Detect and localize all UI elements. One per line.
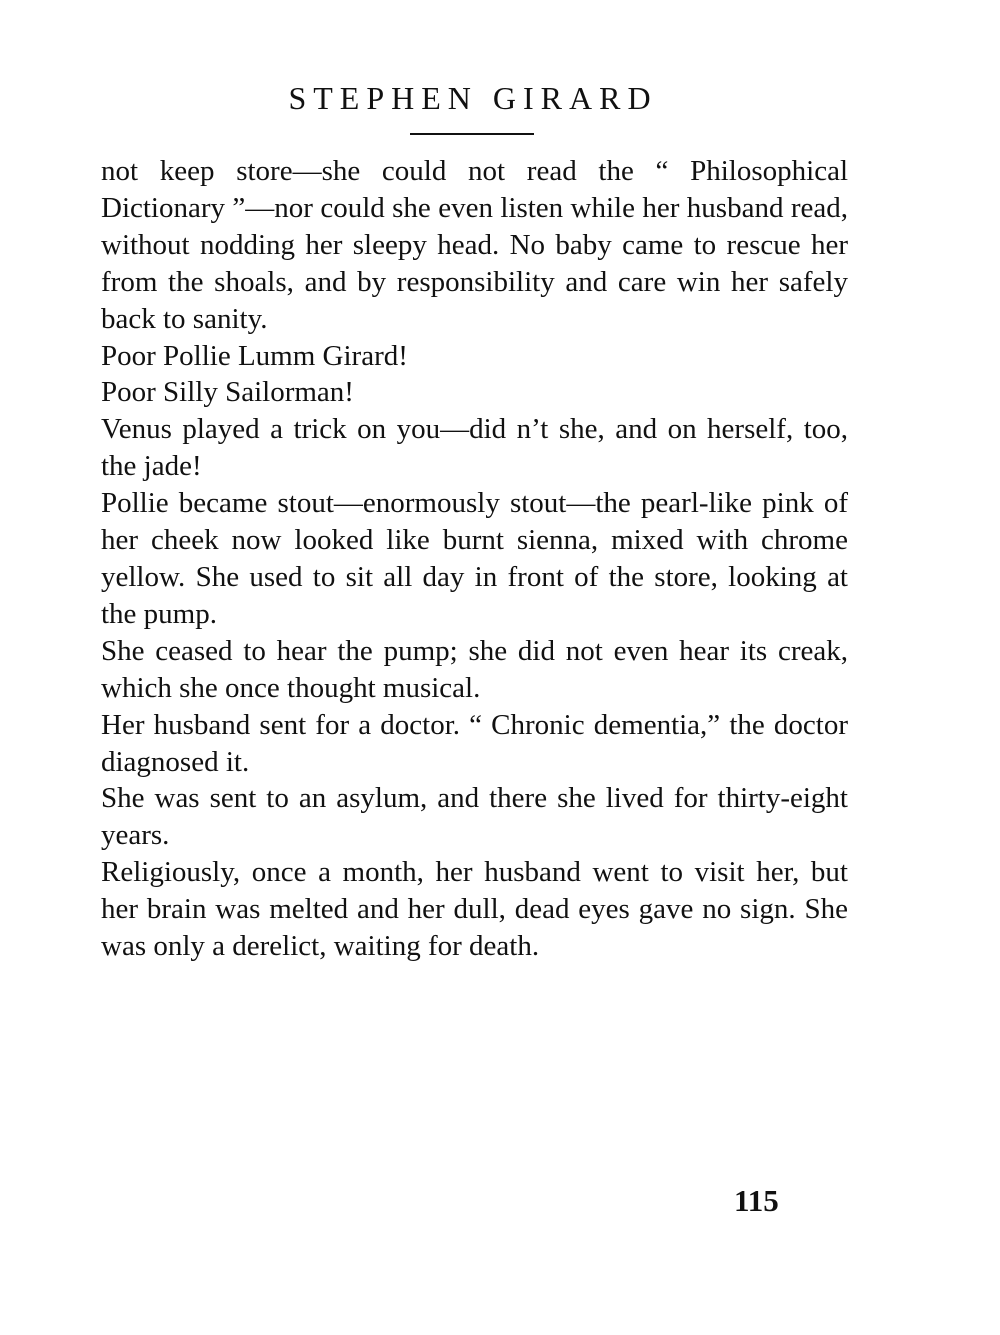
paragraph: She ceased to hear the pump; she did not even hear its creak, which she once thought musical. [101,634,848,704]
paragraph: Her husband sent for a doctor. “ Chronic dementia,” the doctor diagnosed it. [101,708,848,778]
page-number: 115 [734,1183,779,1218]
paragraph: Religiously, once a month, her husband went to visit her, but her brain was melted and her dull, dead eyes gave no sign. She was only a derelict, waiting for death. [101,856,848,963]
body-text [101,153,848,965]
paragraph: Poor Pollie Lumm Girard! [101,339,408,372]
paragraph: Poor Silly Sailorman! [101,376,354,409]
paragraph: Pollie became stout—enormously stout—the pearl-like pink of her cheek now looked like burnt sienna, mixed with chrome yellow. She used to sit all day in front of the store, looking at the pump. [101,487,848,630]
running-head: STEPHEN GIRARD [288,80,658,116]
header-rule [410,133,534,135]
paragraph: not keep store—she could not read the “ Philosophical Dictionary ”—nor could she even listen while her husband read, without nodding her sleepy head. No baby came to rescue her from the shoals, and by responsibility and care win her safely back to sanity. [101,155,848,335]
paragraph: Venus played a trick on you—did n’t she, and on herself, too, the jade! [101,413,848,483]
paragraph: She was sent to an asylum, and there she lived for thirty-eight years. [101,782,848,852]
